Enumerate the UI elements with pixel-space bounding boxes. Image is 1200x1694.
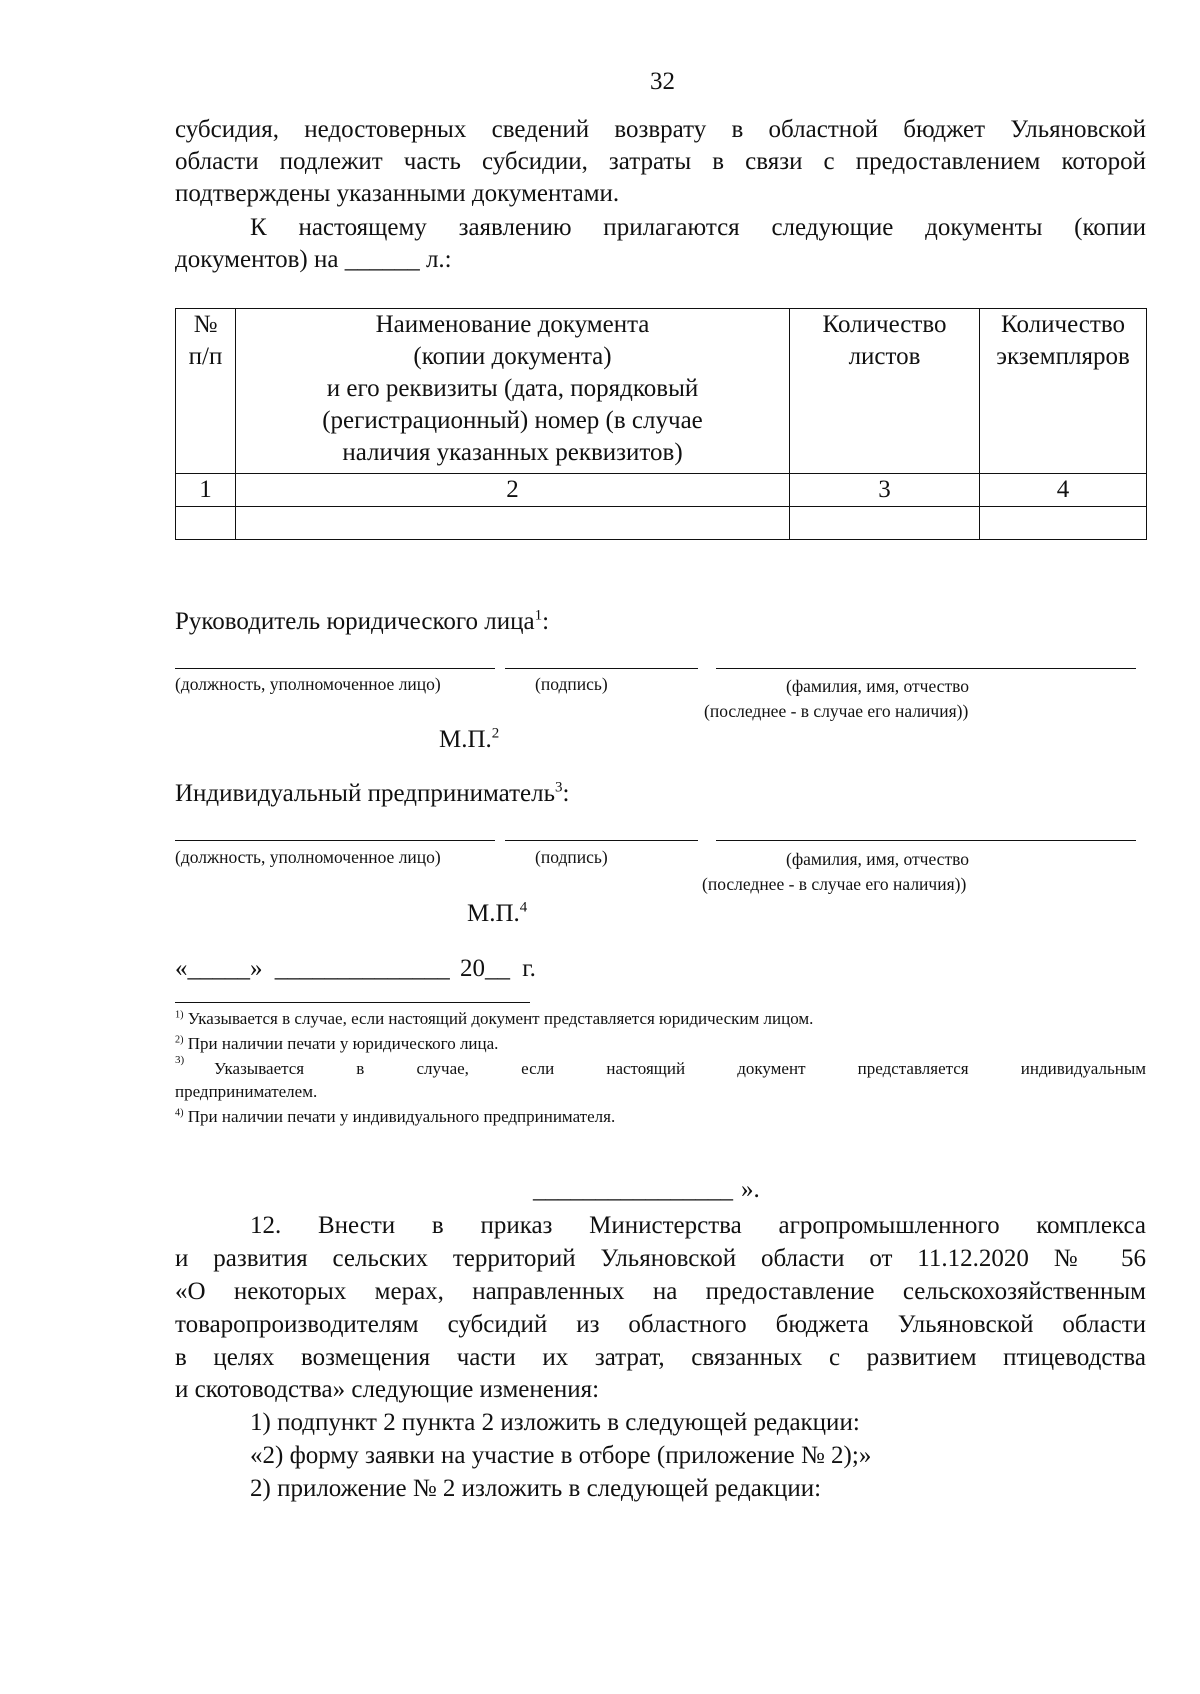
full-name-line xyxy=(716,668,1136,669)
header-number: № п/п xyxy=(176,309,236,474)
intro-line-4: К настоящему заявлению прилагаются следующие документы (копии xyxy=(250,214,1146,241)
footnote-4: $^{4)}$ При наличии печати у индивидуального предпринимателя. xyxy=(175,1107,616,1126)
intro-line-3: подтверждены указанными документами. xyxy=(175,180,620,207)
caption-signature: (подпись) xyxy=(535,847,608,867)
entrepreneur-label: Индивидуальный предприниматель$^3$: xyxy=(175,779,570,807)
signature-line xyxy=(505,840,698,841)
intro-line-2: области подлежит часть субсидии, затраты в связи с предоставлением которой xyxy=(175,148,1146,175)
table-cell xyxy=(790,507,980,540)
table-cell xyxy=(236,507,790,540)
year-blank: __ xyxy=(485,955,510,982)
position-line xyxy=(175,668,495,669)
closing-line: ________________ ». xyxy=(533,1176,760,1203)
month-blank: ______________ xyxy=(274,955,450,982)
header-sheet-count: Количество листов xyxy=(790,309,980,474)
table-cell: 3 xyxy=(790,474,980,507)
table-header-row xyxy=(176,309,1147,474)
table-numbering-row xyxy=(176,474,1147,507)
table-cell: 4 xyxy=(980,474,1147,507)
documents-table xyxy=(175,308,1147,540)
date-line: «_____» ______________ 20__ г. xyxy=(175,955,536,982)
footnote-3-mark: 3) xyxy=(175,1054,185,1066)
amendment-line-2: и развития сельских территорий Ульяновской области от 11.12.2020 № 56 xyxy=(175,1245,1146,1272)
full-name-line xyxy=(716,840,1136,841)
header-copy-count: Количество экземпляров xyxy=(980,309,1147,474)
table-cell xyxy=(176,507,236,540)
amendment-item-1: 1) подпункт 2 пункта 2 изложить в следующей редакции: xyxy=(250,1409,860,1436)
caption-position: (должность, уполномоченное лицо) xyxy=(175,847,441,867)
table-cell: 1 xyxy=(176,474,236,507)
caption-full-name-note: (последнее - в случае его наличия)) xyxy=(702,874,967,894)
intro-line-1: субсидия, недостоверных сведений возврату в областной бюджет Ульяновской xyxy=(175,116,1146,143)
day-blank: _____ xyxy=(187,955,250,982)
caption-full-name-note: (последнее - в случае его наличия)) xyxy=(704,701,969,721)
caption-signature: (подпись) xyxy=(535,674,608,694)
table-cell: 2 xyxy=(236,474,790,507)
header-document-name: Наименование документа (копии документа) и его реквизиты (дата, порядковый (регистрационный) номер (в случае наличия указанных реквизитов) xyxy=(236,309,790,474)
caption-position: (должность, уполномоченное лицо) xyxy=(175,674,441,694)
signature-line xyxy=(505,668,698,669)
table-cell xyxy=(980,507,1147,540)
footnote-2: $^{2)}$ При наличии печати у юридического лица. xyxy=(175,1034,499,1053)
footnote-separator xyxy=(175,1002,530,1003)
sheet-count-blank: ______ xyxy=(344,246,420,273)
caption-full-name: (фамилия, имя, отчество xyxy=(786,849,969,869)
amendment-item-1-text: «2) форму заявки на участие в отборе (приложение № 2);» xyxy=(250,1442,872,1469)
intro-line-5-suffix: л.: xyxy=(425,246,452,273)
amendment-item-2: 2) приложение № 2 изложить в следующей редакции: xyxy=(250,1475,822,1502)
amendment-line-1: 12. Внести в приказ Министерства агропромышленного комплекса xyxy=(250,1212,1146,1239)
amendment-line-4: товаропроизводителям субсидий из областного бюджета Ульяновской области xyxy=(175,1311,1146,1338)
page-number: 32 xyxy=(650,68,675,95)
caption-full-name: (фамилия, имя, отчество xyxy=(786,676,969,696)
amendment-line-5: в целях возмещения части их затрат, связанных с развитием птицеводства xyxy=(175,1344,1146,1371)
intro-line-5-text: документов) на xyxy=(175,246,339,273)
amendment-line-6: и скотоводства» следующие изменения: xyxy=(175,1376,600,1403)
amendment-line-3: «О некоторых мерах, направленных на предоставление сельскохозяйственным xyxy=(175,1278,1146,1305)
closing-blank: ________________ xyxy=(533,1176,733,1203)
footnote-3: Указывается в случае, если настоящий документ представляется индивидуальным xyxy=(214,1059,1146,1078)
intro-line-5 xyxy=(175,244,452,276)
position-line xyxy=(175,840,495,841)
stamp-place: М.П.$^2$ xyxy=(439,725,500,753)
footnote-3-continuation: предпринимателем. xyxy=(175,1082,318,1101)
stamp-place: М.П.$^4$ xyxy=(467,899,528,927)
legal-entity-label: Руководитель юридического лица$^1$: xyxy=(175,607,550,635)
table-row xyxy=(176,507,1147,540)
footnote-1: $^{1)}$ Указывается в случае, если настоящий документ представляется юридическим лицом. xyxy=(175,1009,814,1028)
